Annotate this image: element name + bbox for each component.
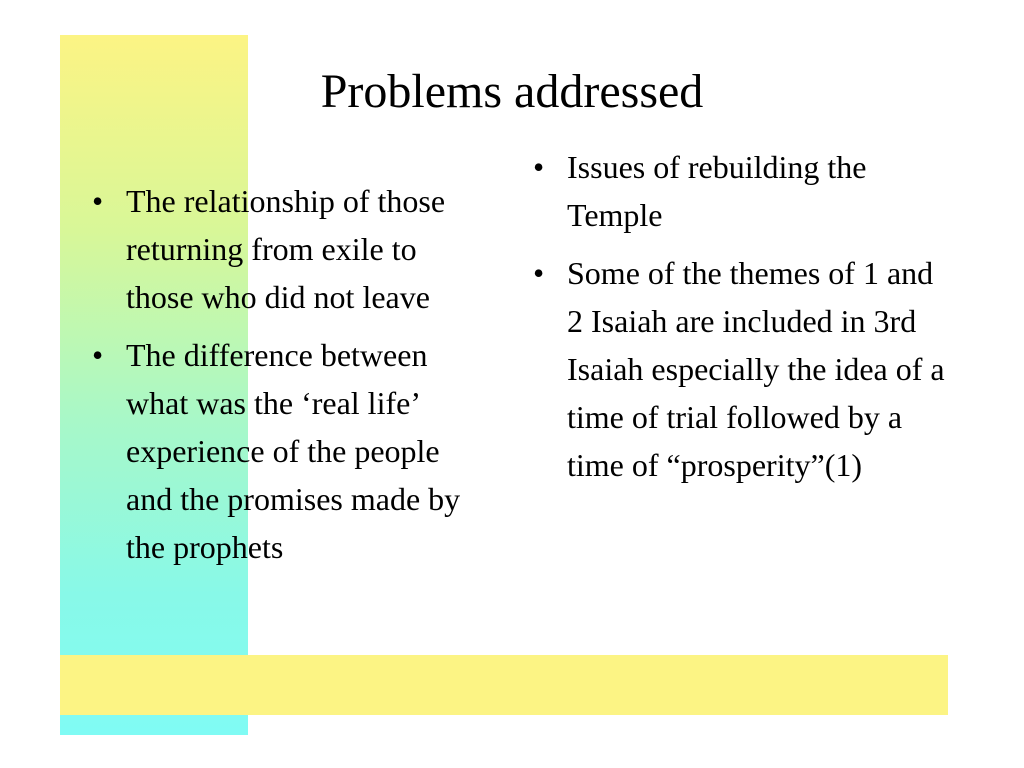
bullet-item <box>533 249 948 489</box>
left-bullet-list <box>92 177 492 581</box>
right-bullet-list <box>533 143 948 499</box>
slide-title: Problems addressed <box>320 65 704 118</box>
decorative-bar-horizontal <box>60 655 948 715</box>
bullet-icon: • <box>92 183 104 219</box>
bullet-icon: • <box>533 149 545 185</box>
bullet-icon: • <box>533 255 545 291</box>
bullet-text: Some of the themes of 1 and 2 Isaiah are included in 3rd Isaiah especially the idea of a time of trial followed by a time of “prosperity”(1) <box>567 255 945 483</box>
bullet-item <box>533 143 948 239</box>
bullet-text: Issues of rebuilding the Temple <box>567 149 867 233</box>
bullet-item <box>92 331 492 571</box>
bullet-text: The relationship of those returning from exile to those who did not leave <box>126 183 446 315</box>
bullet-icon: • <box>92 337 104 373</box>
bullet-item <box>92 177 492 321</box>
bullet-text: The difference between what was the ‘real life’ experience of the people and the promises made by the prophets <box>126 337 461 565</box>
